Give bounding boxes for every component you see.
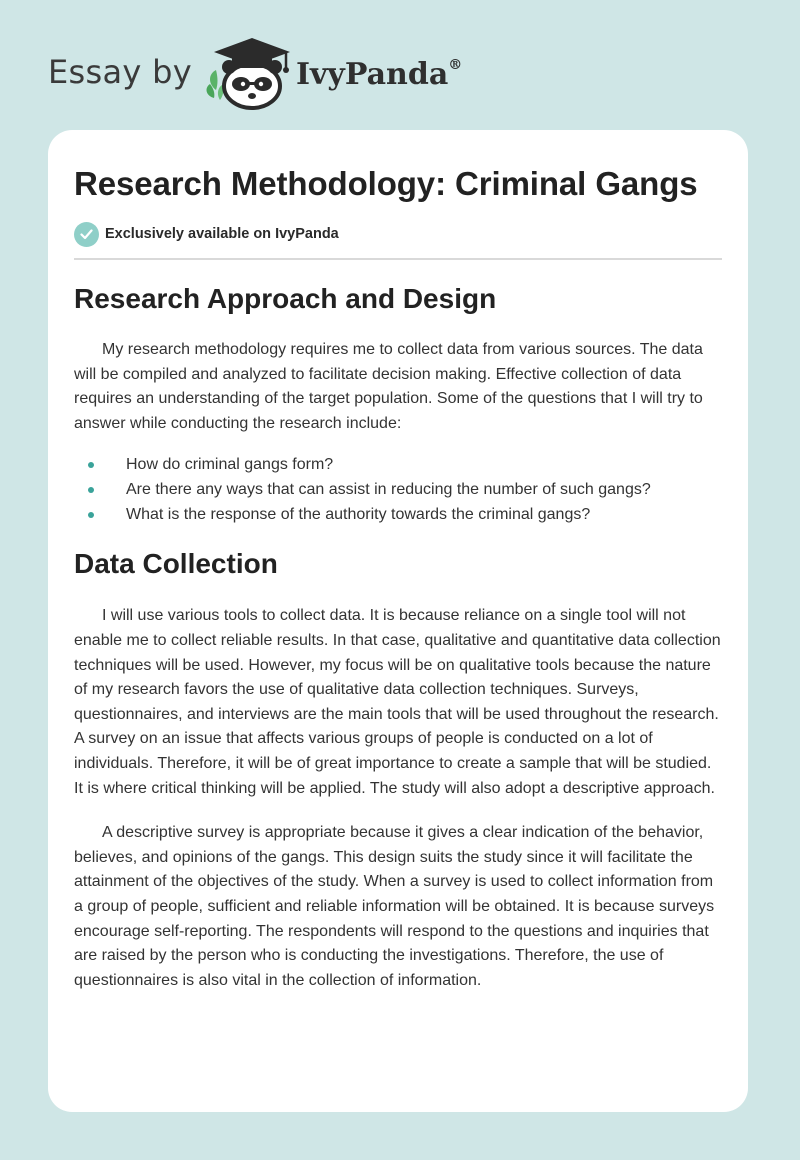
brand-header[interactable] <box>48 34 462 110</box>
list-item: What is the response of the authority towards the criminal gangs? <box>74 502 722 527</box>
title-divider <box>74 258 722 260</box>
check-icon <box>74 222 99 247</box>
list-item: How do criminal gangs form? <box>74 452 722 477</box>
paragraph: A descriptive survey is appropriate because it gives a clear indication of the behavior, believes, and opinions of the gangs. This design suits the study since it will facilitate the attainment of the objectives of the study. When a survey is used to collect information from a group of people, sufficient and reliable information will be obtained. It is because surveys encourage self-reporting. The respondents will respond to the questions and inquiries that are raised by the person who is conducting the investigations. Therefore, the use of questionnaires is also vital in the collection of information. <box>74 824 715 989</box>
exclusive-label: Exclusively available on IvyPanda <box>105 226 339 242</box>
brand-prefix: Essay by <box>48 53 192 91</box>
panda-graduate-icon <box>202 34 294 110</box>
section-heading-data-collection: Data Collection <box>74 548 278 580</box>
question-list <box>74 452 722 527</box>
paragraph: My research methodology requires me to collect data from various sources. The data will be compiled and analyzed to facilitate decision making. Effective collection of data requires an understanding of the target population. Some of the questions that I will try to answer while conducting the research include: <box>74 341 703 432</box>
essay-card <box>48 130 748 1112</box>
bullet-icon <box>88 512 94 518</box>
list-item: Are there any ways that can assist in reducing the number of such gangs? <box>74 477 722 502</box>
essay-title: Research Methodology: Criminal Gangs <box>74 165 698 202</box>
registered-mark: ® <box>448 56 463 73</box>
paragraph: I will use various tools to collect data. It is because reliance on a single tool will not enable me to collect reliable results. In that case, qualitative and quantitative data collection techniques will be used. However, my focus will be on qualitative tools because the nature of my research favors the use of qualitative data collection techniques. Surveys, questionnaires, and interviews are the main tools that will be used throughout the research. A survey on an issue that affects various groups of people is conducted on a lot of individuals. Therefore, it will be of great importance to create a sample that will be studied. It is where critical thinking will be applied. The study will also adopt a descriptive approach. <box>74 607 721 797</box>
exclusive-badge <box>74 221 722 247</box>
bullet-icon <box>88 462 94 468</box>
bullet-icon <box>88 487 94 493</box>
brand-name: IvyPanda® <box>295 56 463 92</box>
section-heading-research-approach: Research Approach and Design <box>74 283 497 314</box>
